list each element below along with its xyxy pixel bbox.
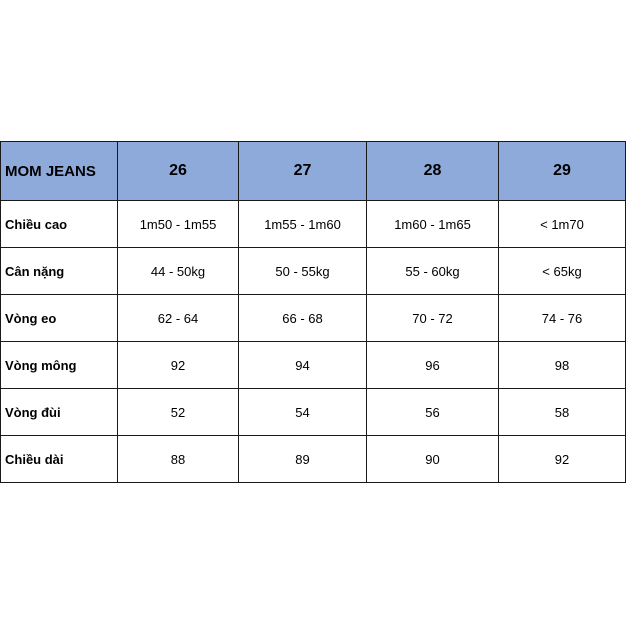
table-cell: 56 <box>367 389 499 436</box>
table-cell: 98 <box>499 342 626 389</box>
row-label: Vòng đùi <box>1 389 118 436</box>
table-cell: 54 <box>239 389 367 436</box>
table-cell: 50 - 55kg <box>239 248 367 295</box>
table-body <box>1 201 626 483</box>
table-cell: 1m50 - 1m55 <box>118 201 239 248</box>
table-cell: 74 - 76 <box>499 295 626 342</box>
size-header-26: 26 <box>118 142 239 201</box>
table-cell: < 65kg <box>499 248 626 295</box>
table-cell: 58 <box>499 389 626 436</box>
row-label: Cân nặng <box>1 248 118 295</box>
size-header-28: 28 <box>367 142 499 201</box>
table-row-height <box>1 201 626 248</box>
table-cell: 92 <box>118 342 239 389</box>
table-cell: 88 <box>118 436 239 483</box>
table-row-hip <box>1 342 626 389</box>
size-header-27: 27 <box>239 142 367 201</box>
table-cell: 1m55 - 1m60 <box>239 201 367 248</box>
table-title: MOM JEANS <box>1 142 118 201</box>
row-label: Vòng eo <box>1 295 118 342</box>
table-row-weight <box>1 248 626 295</box>
table-row-length <box>1 436 626 483</box>
table-cell: 92 <box>499 436 626 483</box>
row-label: Chiều cao <box>1 201 118 248</box>
table-cell: 44 - 50kg <box>118 248 239 295</box>
table-cell: 62 - 64 <box>118 295 239 342</box>
table-cell: 90 <box>367 436 499 483</box>
row-label: Vòng mông <box>1 342 118 389</box>
table-header <box>1 142 626 201</box>
table-cell: 70 - 72 <box>367 295 499 342</box>
header-row <box>1 142 626 201</box>
table-row-waist <box>1 295 626 342</box>
table-row-thigh <box>1 389 626 436</box>
table-cell: 96 <box>367 342 499 389</box>
size-chart-table <box>0 141 626 483</box>
table-cell: 1m60 - 1m65 <box>367 201 499 248</box>
size-header-29: 29 <box>499 142 626 201</box>
row-label: Chiều dài <box>1 436 118 483</box>
table-cell: 94 <box>239 342 367 389</box>
table-cell: 66 - 68 <box>239 295 367 342</box>
table-cell: 52 <box>118 389 239 436</box>
table-cell: 55 - 60kg <box>367 248 499 295</box>
table-cell: < 1m70 <box>499 201 626 248</box>
table-cell: 89 <box>239 436 367 483</box>
